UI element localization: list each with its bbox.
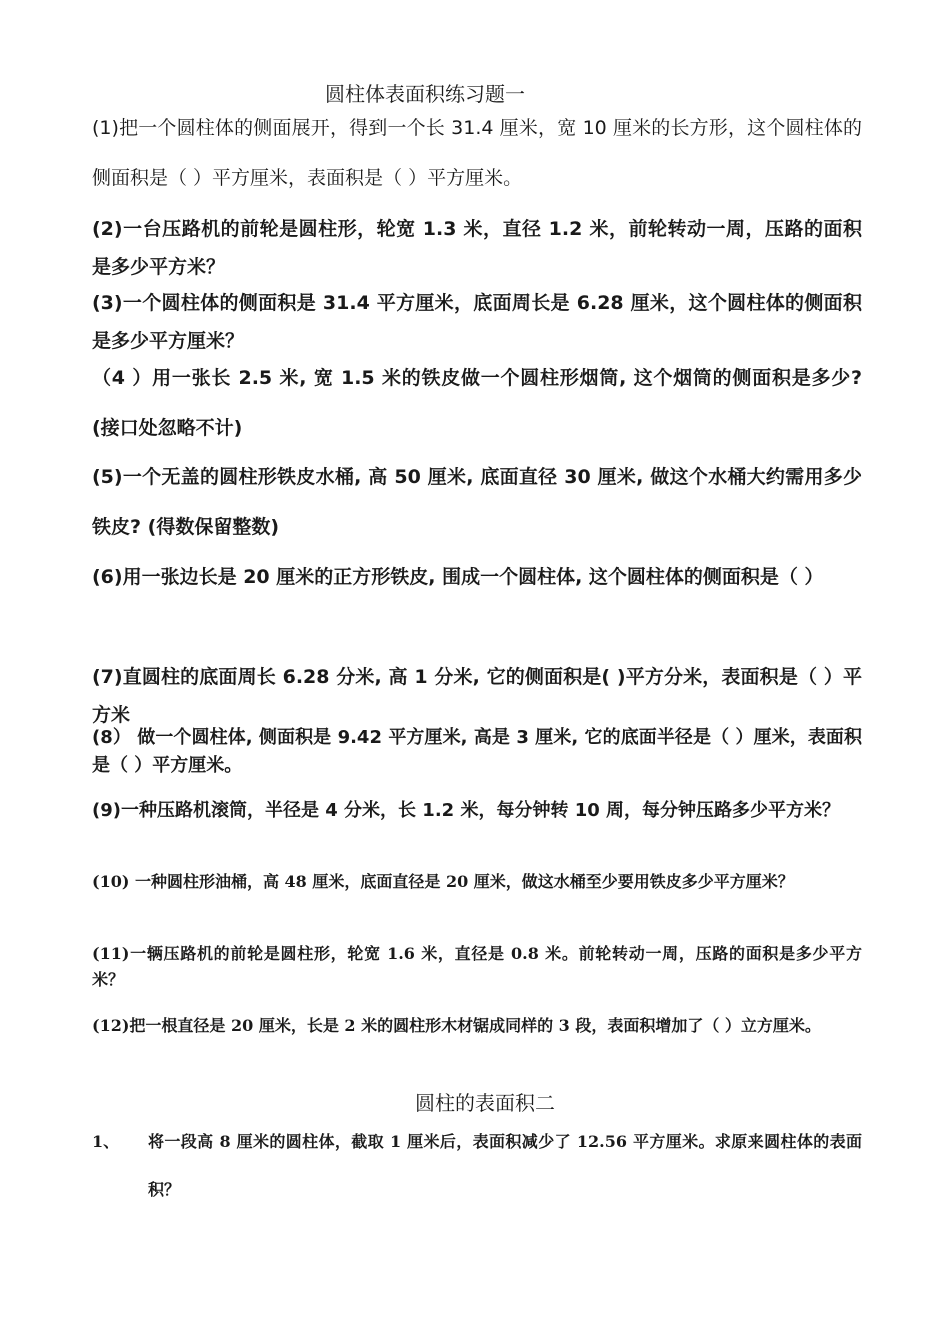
question-8: (8） 做一个圆柱体, 侧面积是 9.42 平方厘米, 高是 3 厘米, 它的底面半径是（ ）厘米，表面积是（ ）平方厘米。 [92, 727, 862, 776]
question-6: (6)用一张边长是 20 厘米的正方形铁皮, 围成一个圆柱体, 这个圆柱体的侧面积是（ ） [92, 566, 824, 588]
question-2: (2)一台压路机的前轮是圆柱形，轮宽 1.3 米，直径 1.2 米，前轮转动一周，压路的面积是多少平方米？ [92, 218, 862, 278]
section1-title: 圆柱体表面积练习题一 [325, 82, 525, 106]
question-11: (11)一辆压路机的前轮是圆柱形，轮宽 1.6 米，直径是 0.8 米。前轮转动一周，压路的面积是多少平方米？ [92, 944, 862, 989]
question-1: (1)把一个圆柱体的侧面展开，得到一个长 31.4 厘米，宽 10 厘米的长方形，这个圆柱体的侧面积是（ ）平方厘米，表面积是（ ）平方厘米。 [92, 117, 862, 189]
question-4: （4 ）用一张长 2.5 米, 宽 1.5 米的铁皮做一个圆柱形烟筒, 这个烟筒的侧面积是多少? (接口处忽略不计) [92, 367, 862, 439]
section2-title: 圆柱的表面积二 [415, 1091, 555, 1115]
question-3: (3)一个圆柱体的侧面积是 31.4 平方厘米，底面周长是 6.28 厘米，这个圆柱体的侧面积是多少平方厘米？ [92, 292, 862, 352]
question-7: (7)直圆柱的底面周长 6.28 分米, 高 1 分米, 它的侧面积是( )平方分米，表面积是（ ）平方米 [92, 666, 862, 726]
section2-item-number: 1、 [92, 1132, 120, 1151]
section2-item-text: 将一段高 8 厘米的圆柱体，截取 1 厘米后，表面积减少了 12.56 平方厘米。求原来圆柱体的表面积？ [148, 1132, 862, 1199]
question-10: (10) 一种圆柱形油桶，高 48 厘米，底面直径是 20 厘米，做这水桶至少要用铁皮多少平方厘米？ [92, 872, 794, 891]
section2-item-1 [92, 1118, 862, 1214]
question-9: (9)一种压路机滚筒，半径是 4 分米，长 1.2 米，每分钟转 10 周，每分钟压路多少平方米？ [92, 800, 841, 821]
question-5: (5)一个无盖的圆柱形铁皮水桶, 高 50 厘米, 底面直径 30 厘米, 做这个水桶大约需用多少铁皮? (得数保留整数) [92, 466, 862, 538]
question-12: (12)把一根直径是 20 厘米，长是 2 米的圆柱形木材锯成同样的 3 段，表面积增加了（ ）立方厘米。 [92, 1016, 821, 1035]
